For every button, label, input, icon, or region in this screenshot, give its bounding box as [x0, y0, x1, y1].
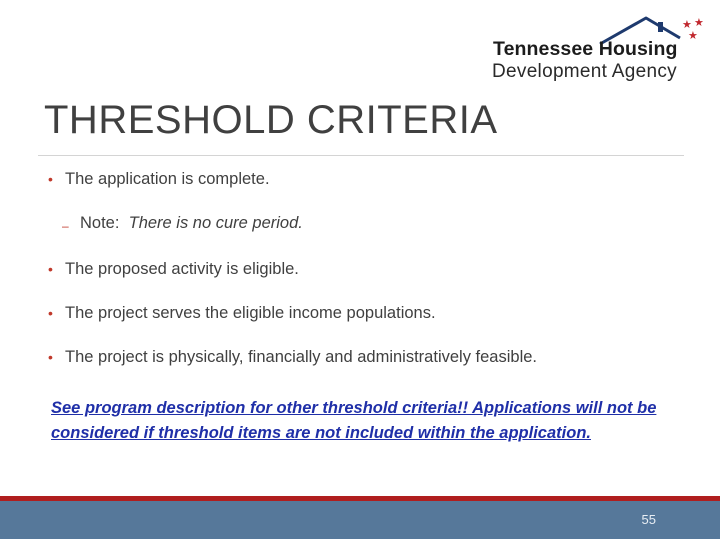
title-divider — [38, 155, 684, 156]
page-number: 55 — [641, 512, 656, 527]
bullet-text: The project serves the eligible income populations. — [65, 304, 436, 322]
bullet-item — [48, 304, 436, 323]
bullet-text: The application is complete. — [65, 170, 270, 188]
sub-note-text: There is no cure period. — [128, 214, 303, 232]
bullet-text: The proposed activity is eligible. — [65, 260, 299, 278]
bullet-item — [48, 348, 537, 367]
svg-text:★: ★ — [694, 16, 704, 29]
footer-bar — [0, 501, 720, 539]
sub-note — [62, 214, 303, 233]
bullet-icon: • — [48, 305, 53, 321]
threshold-criteria-link[interactable]: See program description for other threshold criteria!! Applications will not be considered if threshold items are not included within the application. — [51, 399, 657, 442]
bullet-item — [48, 170, 270, 189]
svg-text:★: ★ — [688, 29, 698, 42]
agency-logo — [488, 14, 710, 86]
bullet-item — [48, 260, 299, 279]
svg-text:★: ★ — [682, 18, 692, 31]
bullet-text: The project is physically, financially and administratively feasible. — [65, 348, 537, 366]
bullet-icon: • — [48, 349, 53, 365]
slide-title: THRESHOLD CRITERIA — [44, 98, 498, 142]
logo-name-line2: Development Agency — [492, 61, 677, 82]
logo-name-line1: Tennessee Housing — [493, 38, 678, 60]
bullet-icon: • — [48, 261, 53, 277]
sub-note-label: Note: — [80, 214, 120, 232]
bullet-icon: • — [48, 171, 53, 187]
dash-icon: – — [62, 219, 69, 233]
